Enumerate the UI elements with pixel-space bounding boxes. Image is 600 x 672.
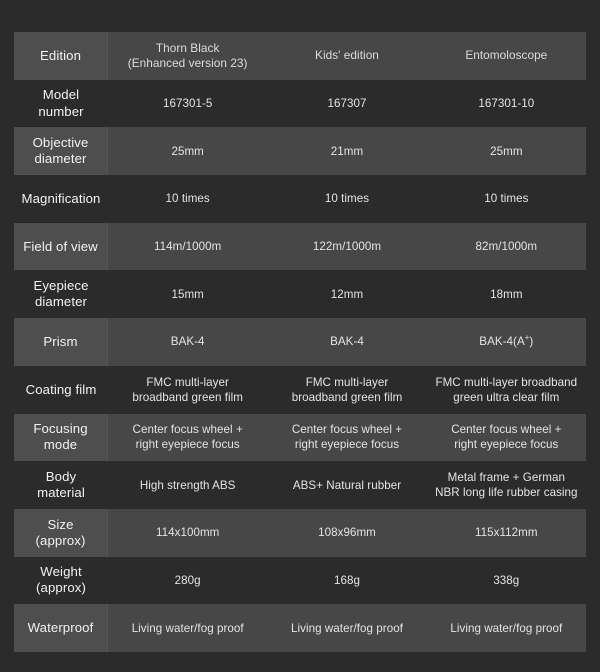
row-label-text: Prism	[43, 333, 78, 349]
table-row	[14, 127, 586, 175]
row-values	[108, 32, 586, 80]
table-cell-r8-c2	[267, 414, 426, 462]
cell-text: Center focus wheel + right eyepiece focus	[132, 423, 243, 452]
table-cell-r7-c2	[267, 366, 426, 414]
superscript-marker: +	[524, 333, 530, 343]
table-row	[14, 557, 586, 605]
cell-text: 10 times	[484, 192, 529, 206]
table-row	[14, 414, 586, 462]
cell-text: 168g	[333, 573, 360, 587]
table-cell-r7-c3	[427, 366, 586, 414]
table-cell-r6-c2	[267, 318, 426, 366]
cell-text: 18mm	[490, 287, 523, 301]
row-label-text: Objective diameter	[32, 135, 89, 167]
table-cell-r2-c2	[267, 127, 426, 175]
cell-text: 25mm	[171, 144, 204, 158]
table-row	[14, 318, 586, 366]
cell-text: 114x100mm	[155, 526, 220, 540]
cell-text: 115x112mm	[475, 526, 538, 540]
row-label-text: Body material	[37, 468, 85, 501]
cell-text: Living water/fog proof	[131, 621, 244, 635]
cell-text: Metal frame + German NBR long life rubber casing	[435, 470, 578, 500]
row-label-focusing-mode	[14, 414, 108, 462]
table-row	[14, 270, 586, 318]
cell-text: Entomoloscope	[465, 48, 548, 63]
row-label-magnification	[14, 175, 108, 223]
table-cell-r9-c3	[427, 461, 586, 509]
table-row	[14, 604, 586, 652]
row-label-text: Model number	[38, 87, 84, 119]
cell-text: BAK-4	[330, 335, 364, 349]
row-values	[108, 557, 586, 605]
table-cell-r10-c3	[427, 509, 586, 557]
row-values	[108, 414, 586, 462]
table-cell-r5-c1	[108, 270, 267, 318]
table-row	[14, 223, 586, 271]
cell-text: FMC multi-layer broadband green ultra clear film	[435, 375, 578, 404]
cell-text: 82m/1000m	[475, 240, 538, 254]
row-label-objective-diameter	[14, 127, 108, 175]
row-values	[108, 223, 586, 271]
table-cell-r3-c1	[108, 175, 267, 223]
row-label-text: Eyepiece diameter	[33, 278, 89, 310]
row-label-text: Edition	[39, 47, 82, 63]
table-row	[14, 175, 586, 223]
table-cell-r11-c3	[427, 557, 586, 605]
table-cell-r4-c3	[427, 223, 586, 271]
table-cell-r1-c2	[267, 80, 426, 128]
row-label-model-number	[14, 80, 108, 128]
table-cell-r9-c1	[108, 461, 267, 509]
row-values	[108, 175, 586, 223]
cell-text: 167307	[327, 97, 367, 110]
cell-text: Living water/fog proof	[450, 621, 563, 635]
row-values	[108, 270, 586, 318]
row-values	[108, 366, 586, 414]
table-cell-r11-c2	[267, 557, 426, 605]
table-cell-r11-c1	[108, 557, 267, 605]
row-label-waterproof	[14, 604, 108, 652]
column-header-2	[267, 32, 426, 80]
cell-text: BAK-4(A+)	[479, 333, 534, 349]
table-cell-r10-c2	[267, 509, 426, 557]
table-cell-r3-c3	[427, 175, 586, 223]
cell-text: 108x96mm	[318, 526, 376, 540]
cell-text: 10 times	[165, 192, 210, 206]
table-row	[14, 366, 586, 414]
row-values	[108, 509, 586, 557]
column-header-3	[427, 32, 586, 80]
table-cell-r4-c2	[267, 223, 426, 271]
table-cell-r10-c1	[108, 509, 267, 557]
specification-comparison-table	[14, 32, 586, 652]
cell-text: 280g	[174, 573, 201, 587]
table-cell-r1-c1	[108, 80, 267, 128]
cell-text: 10 times	[324, 192, 370, 206]
row-label-body-material	[14, 461, 108, 509]
row-label-text: Magnification	[21, 190, 101, 206]
row-values	[108, 461, 586, 509]
cell-text: 25mm	[490, 144, 523, 158]
table-cell-r5-c2	[267, 270, 426, 318]
row-label-prism	[14, 318, 108, 366]
cell-text: 114m/1000m	[154, 240, 222, 254]
table-cell-r6-c1	[108, 318, 267, 366]
row-values	[108, 127, 586, 175]
cell-text: Center focus wheel + right eyepiece focus	[451, 423, 562, 452]
cell-text: Kids' edition	[315, 48, 379, 63]
row-label-text: Weight (approx)	[36, 564, 86, 596]
table-cell-r7-c1	[108, 366, 267, 414]
cell-text: Living water/fog proof	[291, 621, 403, 635]
table-cell-r8-c3	[427, 414, 586, 462]
cell-text: FMC multi-layer broadband green film	[132, 375, 243, 404]
table-cell-r3-c2	[267, 175, 426, 223]
row-label-text: Size (approx)	[35, 516, 86, 548]
row-label-field-of-view	[14, 223, 108, 271]
cell-text: High strength ABS	[139, 478, 236, 492]
cell-text: Center focus wheel + right eyepiece focus	[291, 423, 403, 452]
cell-text: 338g	[493, 573, 520, 587]
cell-text: BAK-4	[170, 335, 205, 349]
row-label-text: Focusing mode	[33, 421, 88, 453]
cell-text: 122m/1000m	[312, 240, 382, 254]
table-cell-r9-c2	[267, 461, 426, 509]
table-cell-r12-c1	[108, 604, 267, 652]
table-cell-r6-c3	[427, 318, 586, 366]
table-cell-r2-c3	[427, 127, 586, 175]
table-row	[14, 461, 586, 509]
table-header-row	[14, 32, 586, 80]
row-label-edition	[14, 32, 108, 80]
cell-text: 15mm	[171, 287, 204, 301]
table-cell-r8-c1	[108, 414, 267, 462]
row-values	[108, 80, 586, 128]
cell-text: 167301-10	[478, 97, 535, 110]
table-cell-r2-c1	[108, 127, 267, 175]
cell-text: 21mm	[330, 144, 364, 158]
table-row	[14, 509, 586, 557]
row-values	[108, 604, 586, 652]
row-label-text: Coating film	[25, 381, 97, 397]
cell-text: FMC multi-layer broadband green film	[291, 375, 403, 404]
table-cell-r12-c2	[267, 604, 426, 652]
row-label-size-approx	[14, 509, 108, 557]
table-cell-r5-c3	[427, 270, 586, 318]
row-label-coating-film	[14, 366, 108, 414]
cell-text: ABS+ Natural rubber	[292, 478, 402, 492]
table-cell-r4-c1	[108, 223, 267, 271]
row-values	[108, 318, 586, 366]
table-cell-r12-c3	[427, 604, 586, 652]
table-row	[14, 80, 586, 128]
row-label-text: Waterproof	[27, 620, 94, 636]
cell-text: 167301-5	[162, 97, 213, 110]
row-label-text: Field of view	[23, 238, 98, 254]
column-header-1	[108, 32, 267, 80]
row-label-eyepiece-diameter	[14, 270, 108, 318]
cell-text: 12mm	[330, 287, 364, 301]
row-label-weight-approx	[14, 557, 108, 605]
table-cell-r1-c3	[427, 80, 586, 128]
cell-text: Thorn Black (Enhanced version 23)	[127, 40, 248, 70]
